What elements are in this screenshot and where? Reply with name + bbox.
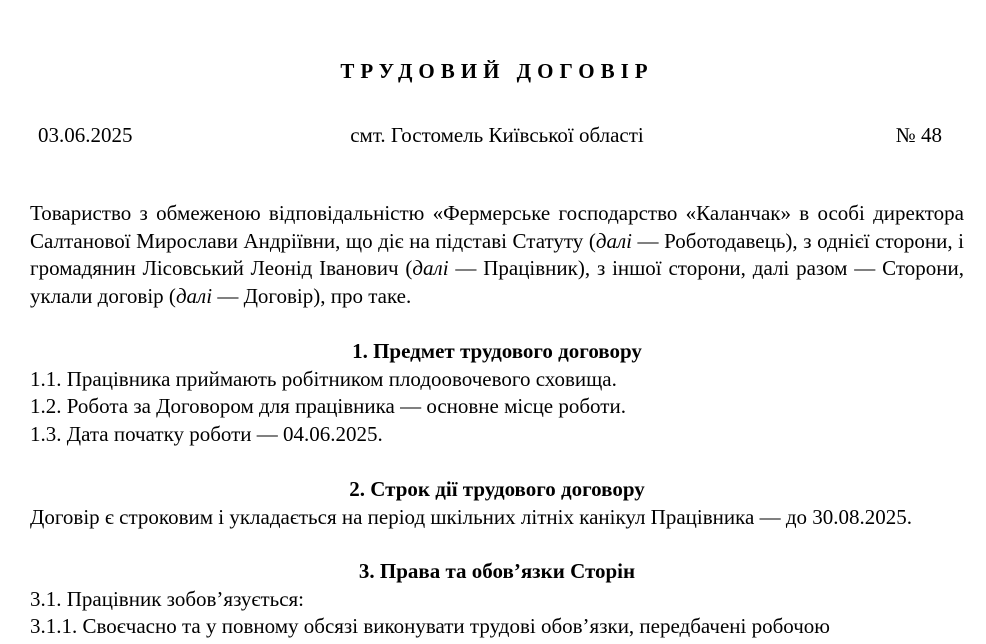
section-item: 1.2. Робота за Договором для працівника — основне місце роботи. <box>30 394 626 419</box>
document-date: 03.06.2025 <box>38 123 133 147</box>
section-heading: 1. Предмет трудового договору <box>352 339 642 363</box>
section-rights-duties <box>30 558 964 641</box>
document-title: ТРУДОВИЙ ДОГОВІР <box>340 59 654 83</box>
intro-italic: далі <box>175 283 213 308</box>
intro-paragraph <box>30 200 964 310</box>
intro-text <box>30 200 964 310</box>
intro-part: Товариство з обмеженою відповідальністю «Фермерське господарство «Каланчак» в особі директора Салтанової Мирослави Андріївни, що діє на підставі Статуту ( <box>30 201 964 253</box>
document-number: № 48 <box>895 123 942 147</box>
section-item: 3.1.1. Своєчасно та у повному обсязі виконувати трудові обов’язки, передбачені робочою <box>30 614 830 639</box>
section-item: 1.3. Дата початку роботи — 04.06.2025. <box>30 421 383 446</box>
section-item: 1.1. Працівника приймають робітником плодоовочевого сховища. <box>30 366 617 391</box>
intro-italic: далі <box>595 228 632 253</box>
document-place: смт. Гостомель Київської області <box>350 123 644 147</box>
section-heading: 2. Строк дії трудового договору <box>349 477 645 501</box>
section-item: Договір є строковим і укладається на період шкільних літніх канікул Працівника — до 30.08.2025. <box>30 504 913 529</box>
section-item: 3.1. Працівник зобов’язується: <box>30 586 305 611</box>
section-subject <box>30 338 964 448</box>
intro-part: — Працівник), з іншої сторони, далі разом — Сторони, уклали договір ( <box>30 256 964 308</box>
intro-part: — Договір), про таке. <box>212 283 412 308</box>
intro-part: — Роботодавець), з однієї сторони, і громадянин Лісовський Леонід Іванович ( <box>30 228 964 281</box>
section-term <box>30 476 964 531</box>
document-header-row <box>30 122 964 150</box>
section-heading: 3. Права та обов’язки Сторін <box>358 559 636 583</box>
intro-italic: далі <box>412 256 449 281</box>
